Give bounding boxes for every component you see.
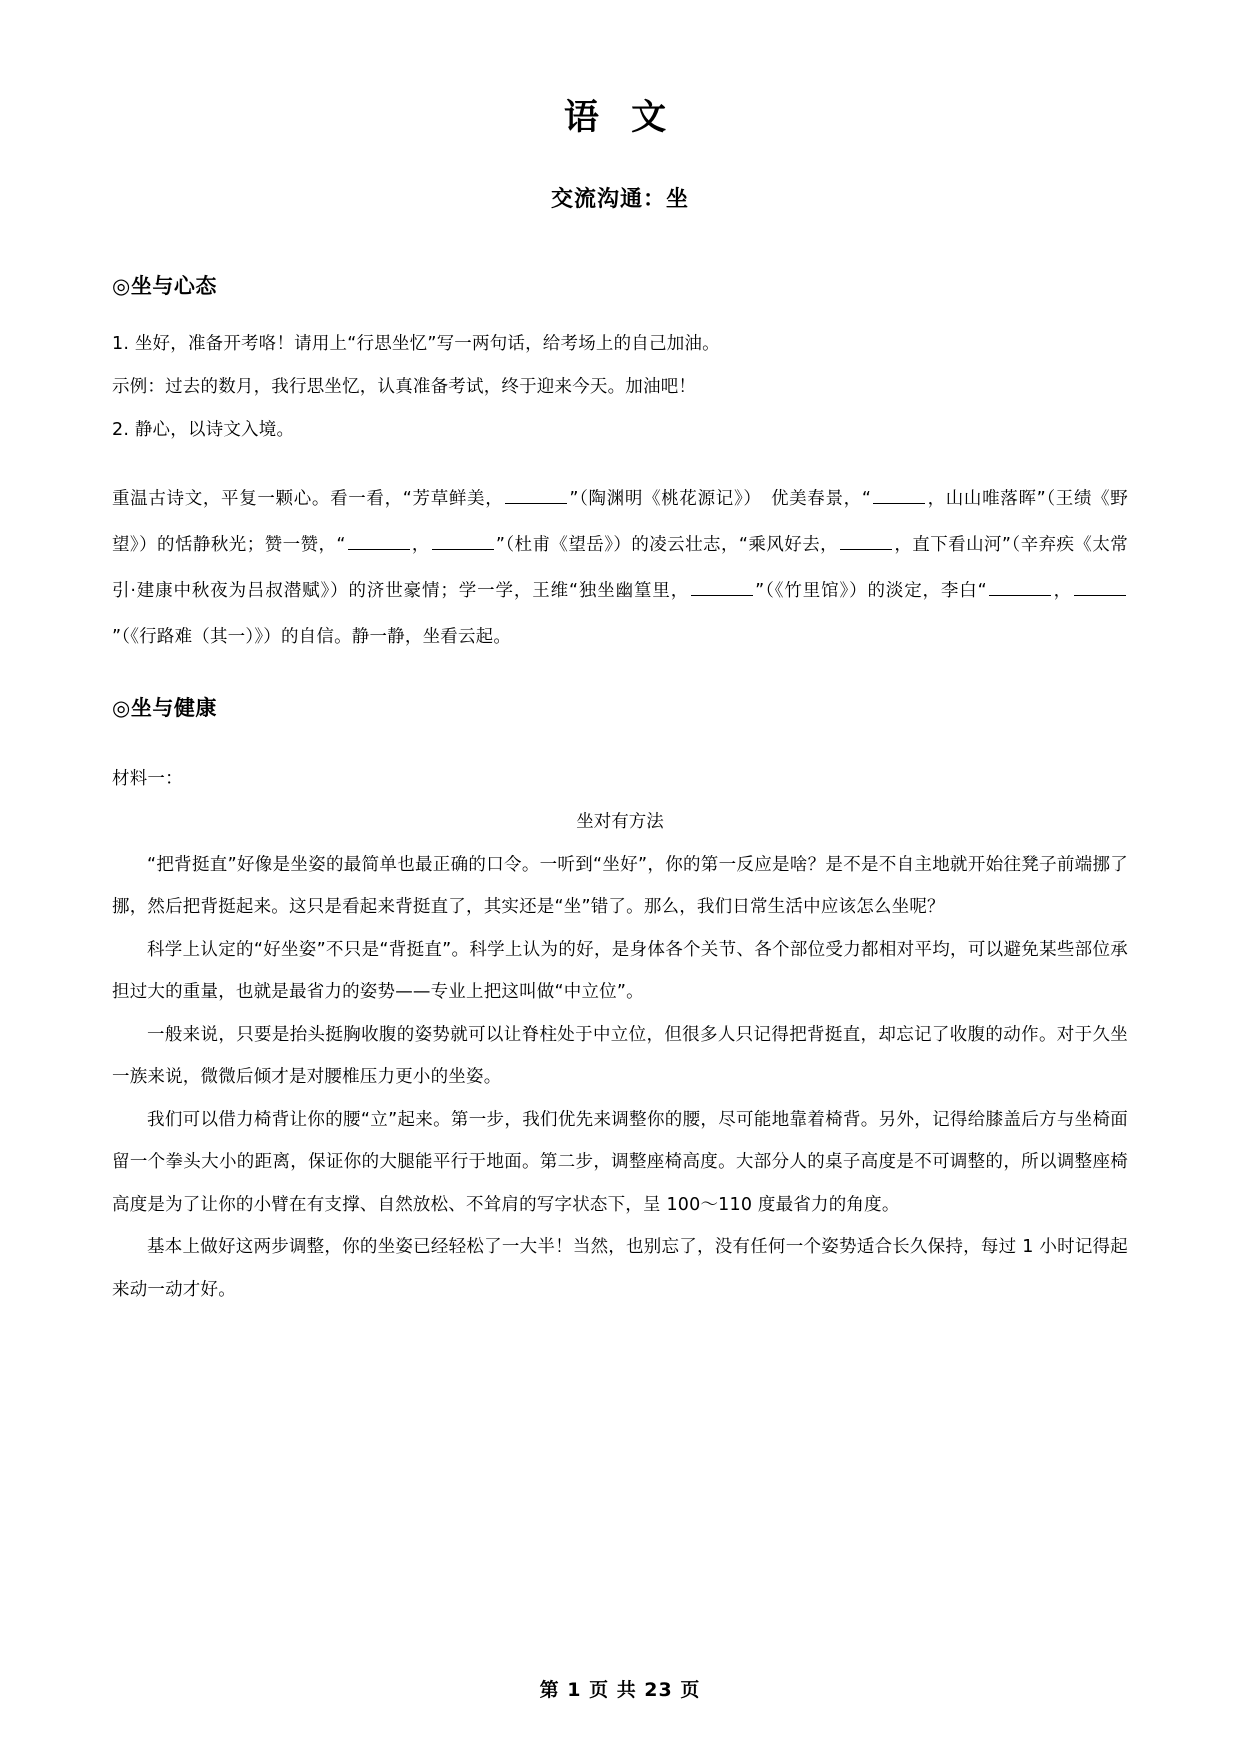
- poem-segment-6: ，直下看山河”（辛弃疾《太常引·建康中秋夜为吕叔潜赋》）的济世豪情；学一学，王维“独坐幽篁里，: [112, 535, 1128, 602]
- answer-blank-4[interactable]: [432, 532, 494, 550]
- poem-segment-8: ，: [1052, 581, 1072, 602]
- spacer: [112, 746, 1128, 758]
- poem-segment-7: ”（《竹里馆》）的淡定，李白“: [755, 581, 987, 602]
- page-number-text: 第 1 页 共 23 页: [539, 1679, 701, 1701]
- poem-segment-3: ，山山唯落晖”（王绩《野望》）的恬静秋光；赞一赞，“: [112, 489, 1129, 556]
- material-label: 材料一：: [112, 768, 183, 789]
- article-paragraph: “把背挺直”好像是坐姿的最简单也最正确的口令。一听到“坐好”，你的第一反应是啥？是不是不自主地就开始往凳子前端挪了挪，然后把背挺起来。这只是看起来背挺直了，其实还是“坐”错了。那么，我们日常生活中应该怎么坐呢？: [112, 854, 1128, 918]
- poem-segment-4: ，: [411, 535, 430, 556]
- answer-blank-6[interactable]: [691, 578, 753, 596]
- article-title: 坐对有方法: [576, 811, 664, 832]
- answer-blank-3[interactable]: [348, 532, 410, 550]
- article-paragraph: 基本上做好这两步调整，你的坐姿已经轻松了一大半！当然，也别忘了，没有任何一个姿势适合长久保持，每过 1 小时记得起来动一动才好。: [112, 1237, 1128, 1300]
- section-health: [112, 694, 1128, 1311]
- page-footer: [0, 1675, 1240, 1702]
- spacer: [112, 660, 1128, 694]
- spacer: [112, 452, 1128, 476]
- question-item-1: 1. 坐好，准备开考咯！请用上“行思坐忆”写一两句话，给考场上的自己加油。: [112, 334, 720, 355]
- answer-blank-8[interactable]: [1074, 578, 1126, 596]
- poem-fill-blank-paragraph: [112, 476, 1128, 660]
- page-title: 语 文: [563, 98, 677, 138]
- page-subtitle: 交流沟通：坐: [550, 186, 689, 212]
- answer-blank-7[interactable]: [989, 578, 1051, 596]
- poem-segment-5: ”（杜甫《望岳》）的凌云壮志，“乘风好去，: [495, 535, 839, 556]
- section-heading-mindset: ◎坐与心态: [112, 274, 217, 299]
- section-heading-health: ◎坐与健康: [112, 696, 217, 721]
- poem-segment-9: ”（《行路难（其一）》）的自信。静一静，坐看云起。: [112, 627, 512, 648]
- question-item-2: 2. 静心，以诗文入境。: [112, 420, 295, 441]
- example-line: 示例：过去的数月，我行思坐忆，认真准备考试，终于迎来今天。加油吧！: [112, 377, 697, 398]
- poem-segment-2: ”（陶渊明《桃花源记》） 优美春景，“: [569, 489, 872, 510]
- article-paragraph: 我们可以借力椅背让你的腰“立”起来。第一步，我们优先来调整你的腰，尽可能地靠着椅背。另外，记得给膝盖后方与坐椅面留一个拳头大小的距离，保证你的大腿能平行于地面。第二步，调整座椅高度。大部分人的桌子高度是不可调整的，所以调整座椅高度是为了让你的小臂在有支撑、自然放松、不耸肩的写字状态下，呈 100～110 度最省力的角度。: [112, 1109, 1128, 1215]
- article-paragraph: 科学上认定的“好坐姿”不只是“背挺直”。科学上认为的好，是身体各个关节、各个部位受力都相对平均，可以避免某些部位承担过大的重量，也就是最省力的姿势——专业上把这叫做“中立位”。: [112, 939, 1128, 1003]
- article-paragraph: 一般来说，只要是抬头挺胸收腹的姿势就可以让脊柱处于中立位，但很多人只记得把背挺直，却忘记了收腹的动作。对于久坐一族来说，微微后倾才是对腰椎压力更小的坐姿。: [112, 1024, 1128, 1088]
- poem-segment-1: 重温古诗文，平复一颗心。看一看，“芳草鲜美，: [112, 489, 504, 510]
- answer-blank-2[interactable]: [873, 486, 925, 504]
- article-body: [112, 844, 1128, 1312]
- answer-blank-5[interactable]: [840, 532, 892, 550]
- answer-blank-1[interactable]: [505, 486, 567, 504]
- section-mindset: [112, 272, 1128, 660]
